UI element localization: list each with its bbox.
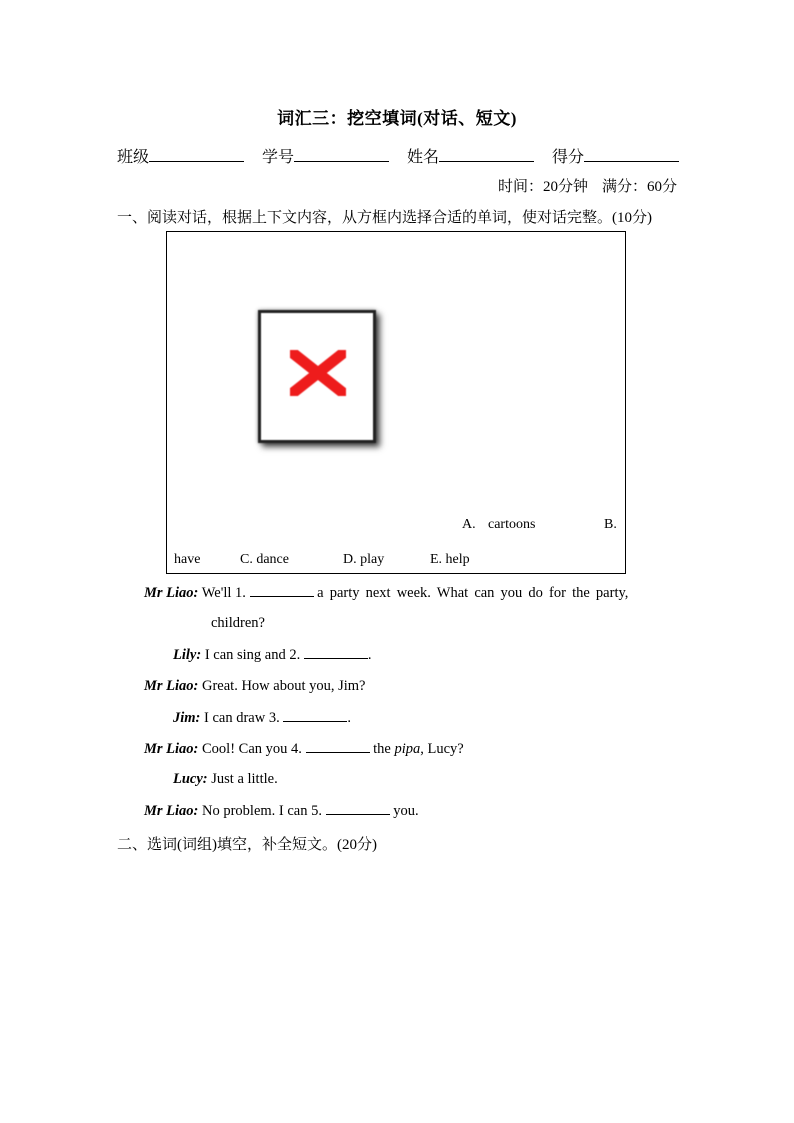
option-a-word: cartoons [488, 517, 536, 532]
class-field [117, 144, 244, 167]
class-label: 班级 [117, 149, 150, 166]
dialogue-line-2: Lily: I can sing and 2. . [173, 647, 372, 663]
option-a-letter: A. [462, 517, 476, 532]
speaker: Lucy: [173, 771, 208, 787]
dialogue-line-1-cont: children? [211, 615, 265, 631]
speaker: Mr Liao: [144, 678, 199, 694]
dialogue-line-6: Lucy: Just a little. [173, 771, 278, 787]
broken-image-placeholder [258, 310, 376, 443]
speaker: Mr Liao: [144, 803, 199, 819]
word-box [166, 231, 626, 574]
time-limit: 时间：20分钟 [497, 179, 588, 195]
blank-3[interactable] [283, 709, 347, 722]
blank-1[interactable] [250, 584, 314, 597]
full-score: 满分：60分 [601, 179, 677, 195]
blank-4[interactable] [306, 740, 370, 753]
name-blank[interactable] [439, 147, 534, 162]
score-field [552, 144, 679, 167]
option-b-word: have [174, 552, 201, 567]
red-x-icon [290, 350, 346, 396]
number-blank[interactable] [294, 147, 389, 162]
speaker: Lily: [173, 647, 202, 663]
dialogue-line-5: Mr Liao: Cool! Can you 4. the pipa, Lucy? [144, 741, 464, 757]
dialogue-line-1: Mr Liao: We'll 1. a party next week. What can you do for the party, [144, 585, 629, 601]
score-label: 得分 [552, 149, 585, 166]
dialogue-line-7: Mr Liao: No problem. I can 5. you. [144, 803, 419, 819]
number-label: 学号 [262, 149, 295, 166]
speaker: Jim: [173, 710, 201, 726]
dialogue-line-3: Mr Liao: Great. How about you, Jim? [144, 678, 366, 694]
option-c: C. dance [240, 552, 289, 567]
page-title: 词汇三：挖空填词(对话、短文) [277, 109, 517, 128]
option-e: E. help [430, 552, 470, 567]
name-label: 姓名 [407, 149, 440, 166]
option-b-letter: B. [604, 517, 617, 532]
option-d: D. play [343, 552, 385, 567]
student-info-row [117, 144, 679, 167]
name-field [407, 144, 534, 167]
section2-title: 二、选词(词组)填空，补全短文。(20分) [117, 837, 377, 853]
class-blank[interactable] [149, 147, 244, 162]
section1-title: 一、阅读对话，根据上下文内容，从方框内选择合适的单词，使对话完整。(10分) [117, 210, 652, 226]
speaker: Mr Liao: [144, 585, 199, 601]
speaker: Mr Liao: [144, 741, 199, 757]
blank-2[interactable] [304, 646, 368, 659]
time-row [484, 175, 677, 196]
dialogue-line-4: Jim: I can draw 3. . [173, 710, 351, 726]
score-blank[interactable] [584, 147, 679, 162]
number-field [262, 144, 389, 167]
blank-5[interactable] [326, 802, 390, 815]
